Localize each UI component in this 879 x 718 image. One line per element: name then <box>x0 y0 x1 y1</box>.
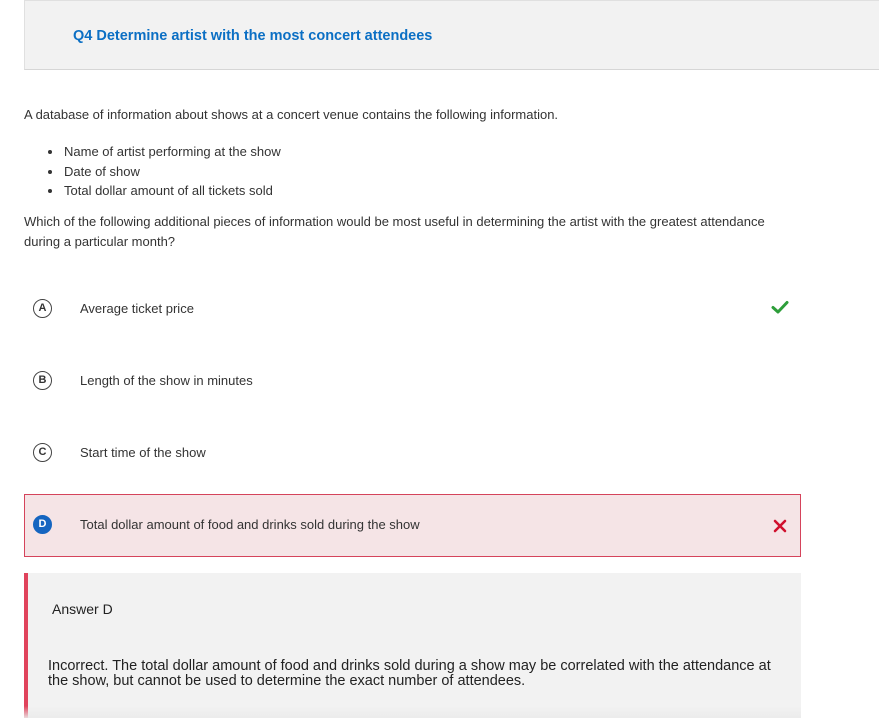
option-d[interactable] <box>24 494 801 557</box>
option-b[interactable] <box>24 350 801 413</box>
question-title: Q4 Determine artist with the most concert attendees <box>73 28 433 44</box>
info-list <box>46 142 281 201</box>
option-letter-badge: C <box>33 443 52 462</box>
scroll-fade <box>24 706 801 718</box>
answer-label: Answer D <box>52 601 113 617</box>
list-item: Total dollar amount of all tickets sold <box>46 181 281 201</box>
question-header <box>24 0 879 70</box>
question-intro: A database of information about shows at a concert venue contains the following information. <box>24 107 559 122</box>
checkmark-icon <box>769 296 791 318</box>
option-label: Total dollar amount of food and drinks sold during the show <box>80 517 420 532</box>
list-item: Date of show <box>46 162 281 182</box>
option-label: Start time of the show <box>80 445 206 460</box>
option-letter-badge: D <box>33 515 52 534</box>
option-label: Average ticket price <box>80 301 194 316</box>
answer-feedback-panel <box>24 573 801 718</box>
x-mark-icon <box>769 515 791 537</box>
option-a[interactable] <box>24 278 801 341</box>
option-letter-badge: A <box>33 299 52 318</box>
option-c[interactable] <box>24 422 801 485</box>
option-letter-badge: B <box>33 371 52 390</box>
answer-explanation: Incorrect. The total dollar amount of food and drinks sold during a show may be correlated with the attendance at the show, but cannot be used to determine the exact number of attendees. <box>48 658 771 689</box>
option-label: Length of the show in minutes <box>80 373 253 388</box>
list-item: Name of artist performing at the show <box>46 142 281 162</box>
question-prompt: Which of the following additional pieces of information would be most useful in determining the artist with the greatest attendance during a particular month? <box>24 214 765 249</box>
